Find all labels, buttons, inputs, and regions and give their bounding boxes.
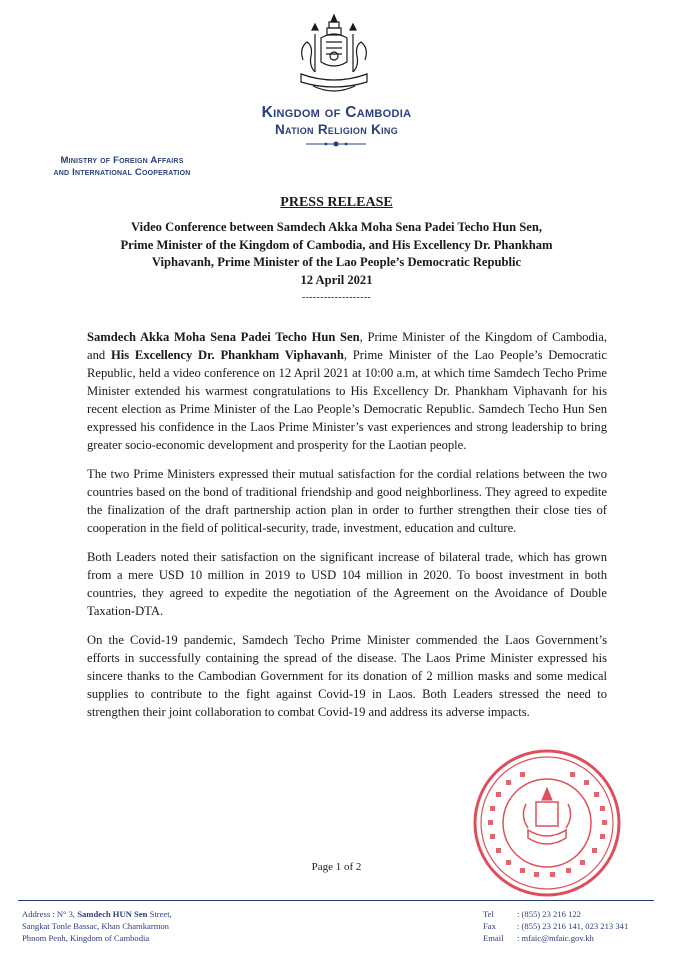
tel-row (483, 908, 663, 920)
paragraph-2: The two Prime Ministers expressed their mutual satisfaction for the cordial relations between the two countries based on the bond of traditional friendship and good neighborliness. They agreed to expedite the finalization of the draft partnership action plan in order to further strengthen their close ties of cooperation in the field of political-security, trade, investment, education and culture. (87, 467, 607, 535)
address-line-3: Phnom Penh, Kingdom of Cambodia (22, 933, 150, 943)
subtitle-dashes: ------------------- (302, 292, 371, 303)
email-label: Email (483, 933, 504, 943)
paragraph-3: Both Leaders noted their satisfaction on the significant increase of bilateral trade, which has grown from a mere USD 10 million in 2019 to USD 104 million in 2020. To boost investment in both countries, they agreed to expedite the negotiation of the Agreement on the Avoidance of Double Taxation-DTA. (87, 550, 607, 618)
address-street-suffix: Street, (147, 909, 172, 919)
press-release-title: PRESS RELEASE (280, 195, 393, 210)
fax-row (483, 920, 663, 932)
ministry-line-2: and International Cooperation (53, 167, 191, 178)
email-row (483, 932, 663, 944)
press-release-body (87, 328, 607, 732)
ornamental-divider-icon (304, 140, 368, 148)
fax-value: : (855) 23 216 141, 023 213 341 (517, 921, 629, 931)
footer-address (22, 908, 282, 944)
address-line-1 (22, 908, 282, 920)
ministry-seal-stamp-icon (470, 746, 624, 900)
page-number: Page 1 of 2 (311, 861, 362, 873)
footer-rule (18, 900, 654, 901)
ministry-name (22, 155, 222, 179)
email-value[interactable]: : mfaic@mfaic.gov.kh (517, 933, 594, 943)
fax-label: Fax (483, 921, 496, 931)
tel-label: Tel (483, 909, 494, 919)
paragraph-1-text-b: , Prime Minister of the Lao People’s Democratic Republic, held a video conference on 12 April 2021 at 10:00 a.m, at which time Samdech Techo Prime Minister extended his warmest congratulations to His Excellency Dr. Phankham Viphavanh for his recent election as Prime Minister of the Lao People’s Democratic Republic. Samdech Techo Hun Sen expressed his confidence in the Laos Prime Minister’s vast experiences and strong leadership to bring greater socio-economic development and prosperity for the Laotian people. (87, 348, 607, 452)
kingdom-title: Kingdom of Cambodia (261, 104, 412, 121)
paragraph-4: On the Covid-19 pandemic, Samdech Techo Prime Minister commended the Laos Government’s efforts in successfully containing the spread of the disease. The Laos Prime Minister expressed his sincere thanks to the Cambodian Government for its donation of 2 million masks and some medical supplies to contribute to the fight against Covid-19 in Laos. Both Leaders stressed the need to strengthen their joint collaboration to combat Covid-19 and address its adverse impacts. (87, 633, 607, 719)
national-motto: Nation Religion King (274, 122, 399, 137)
subtitle-line-1: Video Conference between Samdech Akka Moha Sena Padei Techo Hun Sen, (130, 220, 543, 234)
royal-arms-emblem-icon (293, 12, 375, 98)
address-label: Address : N° 3, (22, 909, 78, 919)
paragraph-1-text-a: , Prime Minister of the Kingdom of Cambodia, and (87, 330, 607, 362)
footer-contact (483, 908, 663, 944)
paragraph-1 (87, 328, 607, 454)
address-street-name: Samdech HUN Sen (77, 909, 148, 919)
tel-value: : (855) 23 216 122 (517, 909, 581, 919)
cambodia-pm-name: Samdech Akka Moha Sena Padei Techo Hun Sen (87, 330, 360, 344)
release-date: 12 April 2021 (300, 272, 373, 287)
laos-pm-name: His Excellency Dr. Phankham Viphavanh (110, 348, 344, 362)
ministry-line-1: Ministry of Foreign Affairs (60, 155, 184, 166)
subtitle-line-3: Viphavanh, Prime Minister of the Lao People’s Democratic Republic (151, 255, 522, 269)
subtitle-line-2: Prime Minister of the Kingdom of Cambodia, and His Excellency Dr. Phankham (120, 237, 553, 252)
press-release-subtitle (90, 219, 583, 289)
address-line-2: Sangkat Tonle Bassac, Khan Chamkarmon (22, 921, 169, 931)
